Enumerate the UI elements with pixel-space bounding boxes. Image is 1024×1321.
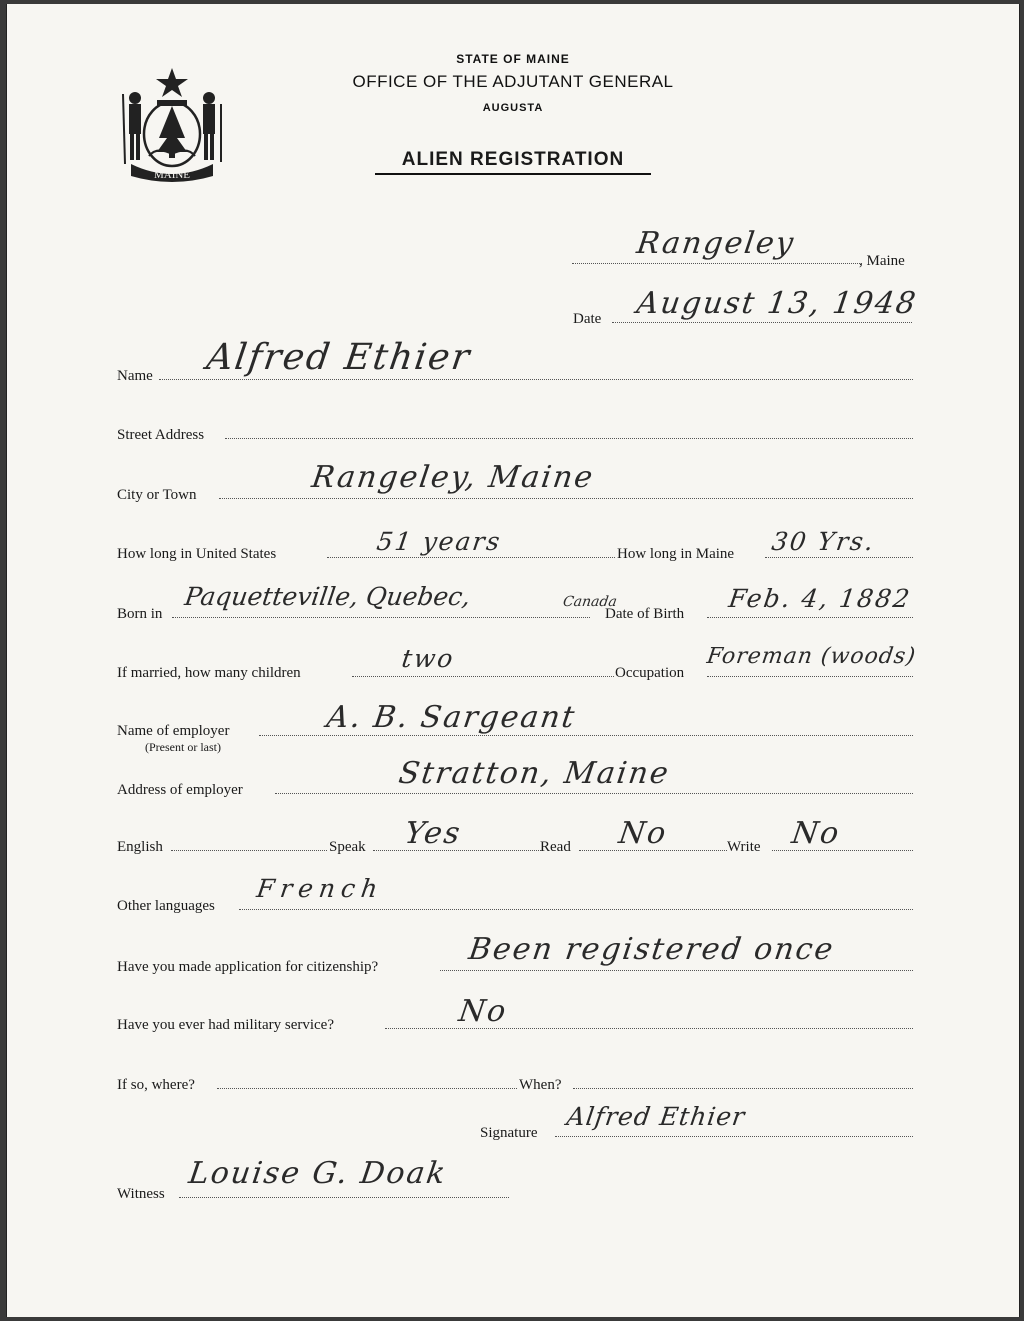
write-label: Write	[727, 839, 761, 855]
city-heading: AUGUSTA	[482, 102, 544, 114]
city-or-town-field-line	[219, 498, 913, 499]
signature-value: Alfred Ethier	[564, 1102, 748, 1131]
write-value: No	[789, 816, 843, 851]
read-label: Read	[540, 839, 571, 855]
military-value: No	[456, 994, 510, 1029]
witness-value: Louise G. Doak	[186, 1156, 450, 1191]
street-address-label: Street Address	[117, 427, 205, 443]
date-label: Date	[573, 311, 602, 327]
name-field-line	[159, 379, 913, 380]
how-long-maine-value: 30 Yrs.	[769, 527, 878, 556]
maine-label: , Maine	[859, 253, 905, 269]
other-languages-label: Other languages	[117, 898, 215, 914]
registration-form	[6, 4, 1020, 1317]
citizenship-label: Have you made application for citizenship?	[117, 959, 379, 975]
occupation-field-line	[707, 676, 913, 677]
signature-label: Signature	[480, 1125, 538, 1141]
employer-value: A. B. Sargeant	[324, 700, 579, 735]
read-value: No	[616, 816, 670, 851]
street-address-field-line	[225, 438, 913, 439]
children-label: If married, how many children	[117, 665, 301, 681]
town-value: Rangeley	[634, 226, 798, 261]
city-or-town-label: City or Town	[117, 487, 197, 503]
speak-value: Yes	[402, 816, 464, 851]
date-field-line	[612, 322, 912, 323]
where-label: If so, where?	[117, 1077, 195, 1093]
when-label: When?	[519, 1077, 562, 1093]
date-of-birth-value: Feb. 4, 1882	[726, 584, 914, 613]
born-in-label: Born in	[117, 606, 163, 622]
how-long-us-label: How long in United States	[117, 546, 277, 562]
city-or-town-value: Rangeley, Maine	[309, 460, 597, 495]
military-label: Have you ever had military service?	[117, 1017, 334, 1033]
witness-field-line	[179, 1197, 509, 1198]
occupation-value: Foreman (woods)	[705, 644, 918, 669]
other-languages-value: French	[254, 874, 386, 903]
how-long-maine-label: How long in Maine	[617, 546, 735, 562]
witness-label: Witness	[117, 1186, 165, 1202]
occupation-label: Occupation	[615, 665, 685, 681]
employer-note: (Present or last)	[145, 740, 221, 754]
when-field-line	[573, 1088, 913, 1089]
employer-label: Name of employer	[117, 723, 230, 739]
where-field-line	[217, 1088, 517, 1089]
how-long-us-value: 51 years	[374, 527, 504, 556]
office-heading: OFFICE OF THE ADJUTANT GENERAL	[352, 72, 674, 91]
name-value: Alfred Ethier	[204, 337, 474, 378]
employer-address-value: Stratton, Maine	[396, 756, 673, 791]
date-value: August 13, 1948	[634, 286, 920, 321]
state-heading: STATE OF MAINE	[456, 52, 570, 66]
signature-field-line	[555, 1136, 913, 1137]
employer-field-line	[259, 735, 913, 736]
employer-address-field-line	[275, 793, 913, 794]
seal-banner-text: MAINE	[153, 169, 191, 181]
town-field-line	[572, 263, 862, 264]
children-field-line	[352, 676, 614, 677]
speak-label: Speak	[329, 839, 366, 855]
born-in-value: Paquetteville, Quebec,	[182, 582, 473, 611]
date-of-birth-field-line	[707, 617, 913, 618]
english-label: English	[117, 839, 163, 855]
how-long-us-field-line	[327, 557, 615, 558]
form-title: ALIEN REGISTRATION	[375, 149, 651, 175]
children-value: two	[399, 644, 457, 673]
born-in-country-value: Canada	[561, 594, 618, 610]
name-label: Name	[117, 368, 153, 384]
english-field-line	[171, 850, 327, 851]
date-of-birth-label: Date of Birth	[605, 606, 685, 622]
how-long-maine-field-line	[765, 557, 913, 558]
citizenship-value: Been registered once	[466, 932, 837, 967]
employer-address-label: Address of employer	[117, 782, 243, 798]
born-in-field-line	[172, 617, 590, 618]
other-languages-field-line	[239, 909, 913, 910]
citizenship-field-line	[440, 970, 913, 971]
